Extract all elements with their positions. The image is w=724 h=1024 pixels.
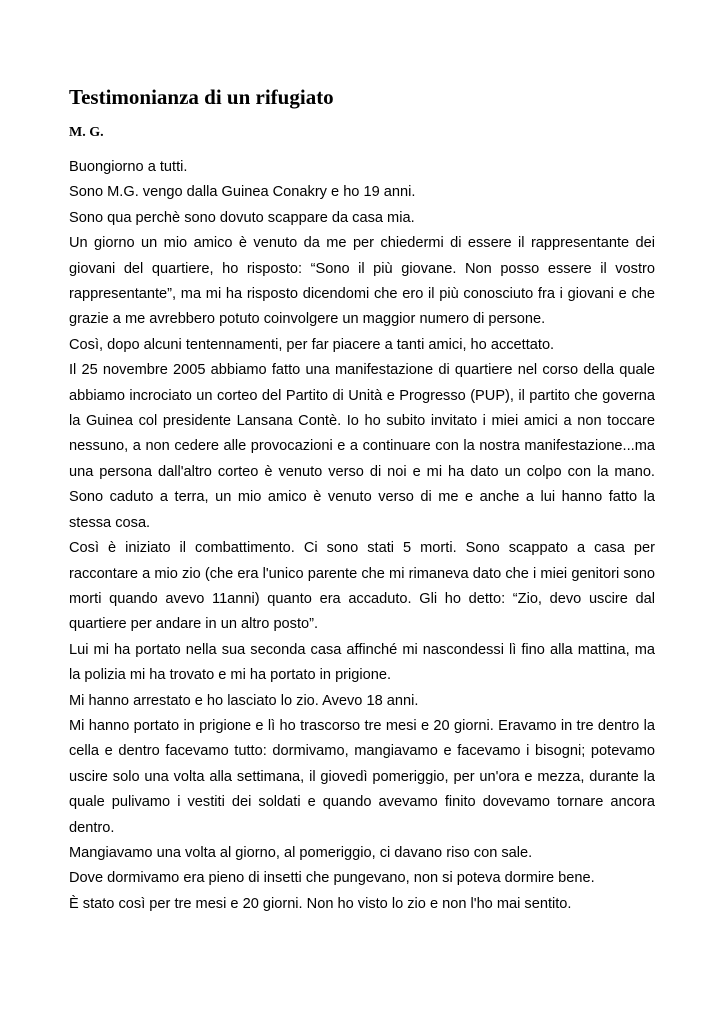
paragraph-introduction: Sono M.G. vengo dalla Guinea Conakry e ho 19 anni.	[69, 184, 416, 201]
author-initials: M. G.	[69, 125, 104, 140]
paragraph-conclusion: È stato così per tre mesi e 20 giorni. Non ho visto lo zio e non l'ho mai sentito.	[69, 895, 572, 912]
paragraph-representative: Un giorno un mio amico è venuto da me per chiedermi di essere il rappresentante dei giovani del quartiere, ho risposto: “Sono il più giovane. Non posso essere il vostro rappresentante”, ma mi ha risposto dicendomi che ero il più conosciuto fra i giovani e che grazie a me avrebbero potuto coinvolgere un maggior numero di persone.	[69, 235, 655, 328]
paragraph-fight: Così è iniziato il combattimento. Ci sono stati 5 morti. Sono scappato a casa per raccontare a mio zio (che era l'unico parente che mi rimaneva dato che i miei genitori sono morti quando avevo 11anni) quanto era accaduto. Gli ho detto: “Zio, devo uscire dal quartiere per andare in un altro posto”.	[69, 540, 655, 633]
paragraph-insects: Dove dormivamo era pieno di insetti che pungevano, non si poteva dormire bene.	[69, 870, 595, 887]
document-title: Testimonianza di un rifugiato	[69, 85, 334, 109]
paragraph-hiding: Lui mi ha portato nella sua seconda casa affinché mi nascondessi lì fino alla mattina, ma la polizia mi ha trovato e mi ha portato in prigione.	[69, 641, 655, 684]
paragraph-prison: Mi hanno portato in prigione e lì ho trascorso tre mesi e 20 giorni. Eravamo in tre dentro la cella e dentro facevamo tutto: dormivamo, mangiavamo e facevamo i bisogni; potevamo uscire solo una volta alla settimana, il giovedì pomeriggio, per un'ora e mezza, durante la quale pulivamo i vestiti dei soldati e quando avevamo finito dovevamo tornare ancora dentro.	[69, 717, 655, 836]
paragraph-demonstration: Il 25 novembre 2005 abbiamo fatto una manifestazione di quartiere nel corso della quale abbiamo incrociato un corteo del Partito di Unità e Progresso (PUP), il partito che governa la Guinea col presidente Lansana Contè. Io ho subito invitato i miei amici a non toccare nessuno, a non cedere alle provocazioni e a continuare con la nostra manifestazione...ma una persona dall'altro corteo è venuto verso di noi e mi ha dato un colpo con la mano. Sono caduto a terra, un mio amico è venuto verso di me e anche a lui hanno fatto la stessa cosa.	[69, 362, 655, 531]
document-body	[69, 155, 655, 917]
paragraph-greeting: Buongiorno a tutti.	[69, 159, 188, 175]
paragraph-reason: Sono qua perchè sono dovuto scappare da casa mia.	[69, 209, 415, 226]
paragraph-arrest: Mi hanno arrestato e ho lasciato lo zio. Avevo 18 anni.	[69, 692, 419, 709]
paragraph-food: Mangiavamo una volta al giorno, al pomeriggio, ci davano riso con sale.	[69, 844, 533, 861]
paragraph-accepted: Così, dopo alcuni tentennamenti, per far piacere a tanti amici, ho accettato.	[69, 336, 555, 353]
